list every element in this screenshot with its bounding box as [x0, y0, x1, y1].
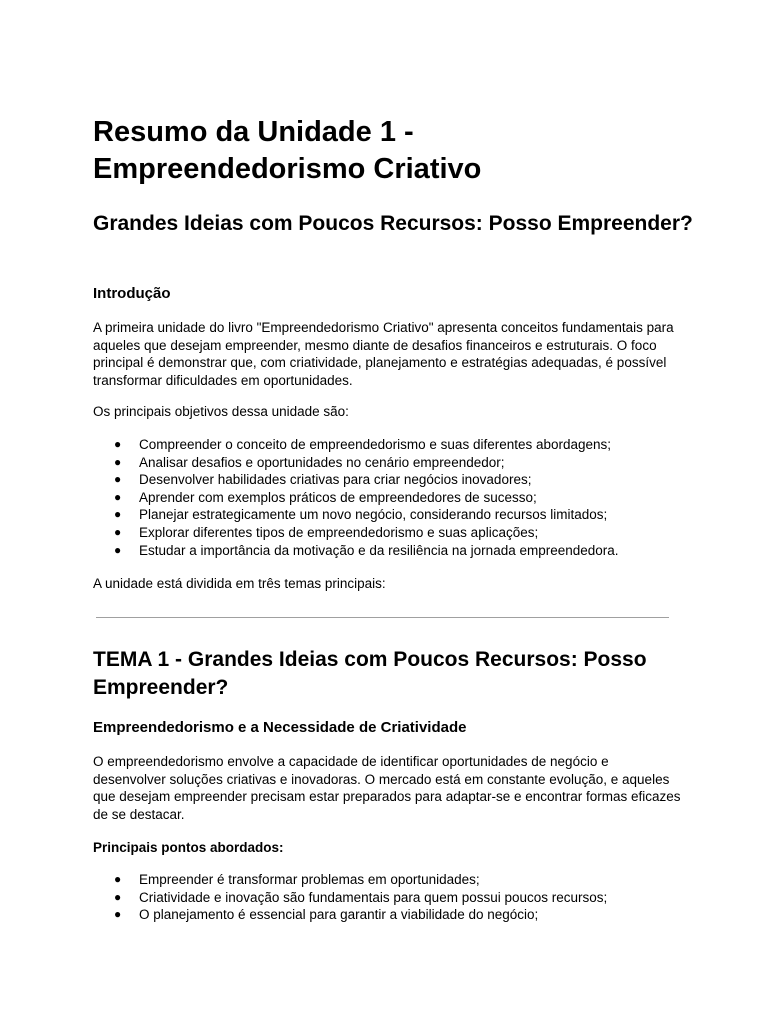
list-item [93, 454, 683, 472]
list-item [93, 524, 683, 542]
bullet-icon: ● [114, 437, 122, 451]
bullet-icon: ● [114, 454, 122, 469]
list-item-text: Criatividade e inovação são fundamentais para quem possui poucos recursos; [139, 889, 608, 905]
list-item [93, 436, 683, 454]
theme-1-title: TEMA 1 - Grandes Ideias com Poucos Recursos: Posso Empreender? [93, 648, 647, 699]
section-divider [96, 617, 669, 618]
list-item [93, 889, 683, 907]
points-list [93, 871, 683, 924]
objectives-lead-text: Os principais objetivos dessa unidade são: [93, 404, 349, 419]
page-title: Resumo da Unidade 1 - Empreendedorismo Criativo [93, 116, 482, 185]
bullet-icon: ● [114, 872, 122, 886]
list-item-text: Analisar desafios e oportunidades no cenário empreendedor; [139, 454, 505, 470]
intro-heading: Introdução [93, 285, 171, 302]
bullet-icon: ● [114, 507, 122, 522]
list-item-text: Aprender com exemplos práticos de empreendedores de sucesso; [139, 489, 537, 505]
list-item-text: Estudar a importância da motivação e da resiliência na jornada empreendedora. [139, 542, 619, 558]
division-text: A unidade está dividida em três temas principais: [93, 576, 386, 591]
list-item-text: Planejar estrategicamente um novo negócio, considerando recursos limitados; [139, 507, 608, 523]
bullet-icon: ● [114, 489, 122, 504]
bullet-icon: ● [114, 524, 122, 539]
list-item [93, 471, 683, 489]
points-heading: Principais pontos abordados: [93, 840, 284, 855]
list-item-text: Explorar diferentes tipos de empreendedorismo e suas aplicações; [139, 524, 539, 540]
list-item-text: Empreender é transformar problemas em oportunidades; [139, 872, 480, 887]
document-subtitle: Grandes Ideias com Poucos Recursos: Posso Empreender? [93, 212, 693, 235]
list-item [93, 506, 683, 524]
bullet-icon: ● [114, 907, 122, 922]
list-item [93, 871, 683, 889]
theme-1-paragraph: O empreendedorismo envolve a capacidade de identificar oportunidades de negócio e desenvolver soluções criativas e inovadoras. O mercado está em constante evolução, e aqueles que desejam empreender precisam estar preparados para adaptar-se e encontrar formas eficazes de se destacar. [93, 754, 681, 822]
intro-paragraph: A primeira unidade do livro "Empreendedorismo Criativo" apresenta conceitos fundamentais para aqueles que desejam empreender, mesmo diante de desafios financeiros e estruturais. O foco principal é demonstrar que, com criatividade, planejamento e estratégias adequadas, é possível transformar dificuldades em oportunidades. [93, 320, 674, 388]
list-item-text: Desenvolver habilidades criativas para criar negócios inovadores; [139, 472, 532, 488]
bullet-icon: ● [114, 889, 122, 904]
theme-1-subheading: Empreendedorismo e a Necessidade de Criatividade [93, 719, 467, 736]
list-item [93, 542, 683, 560]
list-item [93, 489, 683, 507]
list-item-text: Compreender o conceito de empreendedorismo e suas diferentes abordagens; [139, 437, 612, 452]
list-item-text: O planejamento é essencial para garantir a viabilidade do negócio; [139, 907, 539, 923]
bullet-icon: ● [114, 542, 122, 557]
objectives-list [93, 436, 683, 559]
list-item [93, 906, 683, 924]
bullet-icon: ● [114, 472, 122, 487]
